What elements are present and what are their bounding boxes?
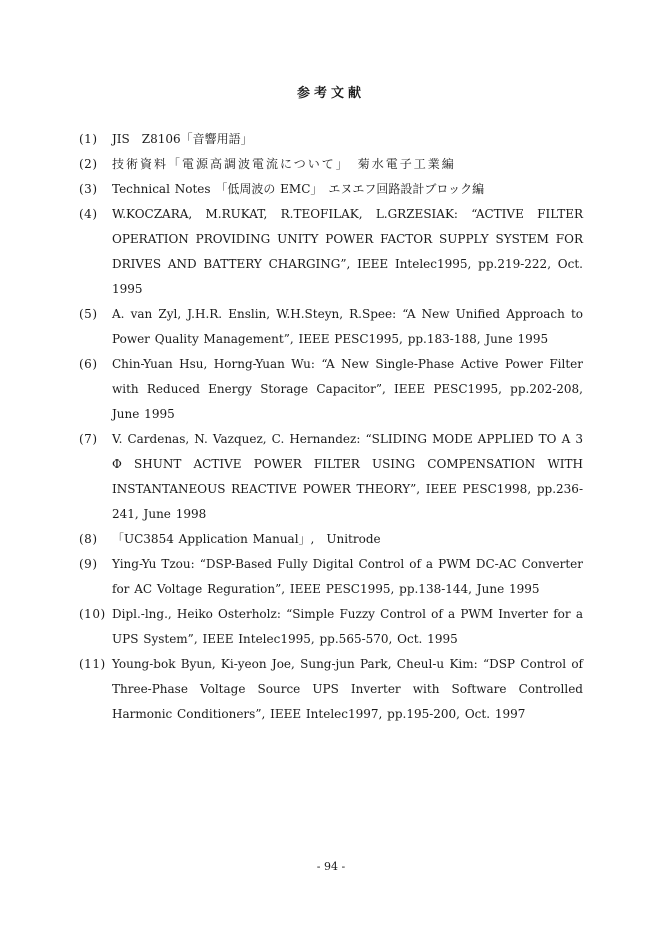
reference-number: (2) [79,157,98,171]
reference-item-1 [0,127,662,152]
reference-item-9 [0,552,662,602]
reference-number: (7) [79,432,98,446]
reference-item-8 [0,527,662,552]
reference-item-7 [0,427,662,527]
reference-text: Ying-Yu Tzou: “DSP-Based Fully Digital Control of a PWM DC-AC Converter for AC Voltage Reguration”, IEEE PESC1995, pp.138-144, June 1995 [112,557,583,596]
reference-number: (11) [79,657,106,671]
reference-item-3 [0,177,662,202]
reference-item-6 [0,352,662,427]
reference-number: (8) [79,532,98,546]
reference-text: Young-bok Byun, Ki-yeon Joe, Sung-jun Park, Cheul-u Kim: “DSP Control of Three-Phase Voltage Source UPS Inverter with Software Controlled Harmonic Conditioners”, IEEE Intelec1997, pp.195-200, Oct. 1997 [112,657,583,721]
reference-text: W.KOCZARA, M.RUKAT, R.TEOFILAK, L.GRZESIAK: “ACTIVE FILTER OPERATION PROVIDING UNITY POWER FACTOR SUPPLY SYSTEM FOR DRIVES AND BATTERY CHARGING”, IEEE Intelec1995, pp.219-222, Oct. 1995 [112,207,583,296]
reference-text: 「UC3854 Application Manual」, Unitrode [112,532,381,546]
reference-number: (10) [79,607,106,621]
reference-text: 技術資料「電源高調波電流について」 菊水電子工業編 [112,157,456,171]
page-number: - 94 - [316,860,346,873]
reference-number: (3) [79,182,98,196]
reference-text: Dipl.-lng., Heiko Osterholz: “Simple Fuzzy Control of a PWM Inverter for a UPS System”, IEEE Intelec1995, pp.565-570, Oct. 1995 [112,607,583,646]
page-title: 参考文献 [296,86,365,101]
reference-number: (1) [79,132,98,146]
reference-text: Technical Notes 「低周波の EMC」 エヌエフ回路設計ブロック編 [112,182,485,196]
reference-item-2 [0,152,662,177]
reference-item-11 [0,652,662,727]
reference-number: (9) [79,557,98,571]
reference-text: A. van Zyl, J.H.R. Enslin, W.H.Steyn, R.Spee: “A New Unified Approach to Power Quality Management”, IEEE PESC1995, pp.183-188, June 1995 [112,307,583,346]
reference-text: JIS Z8106「音響用語」 [112,132,253,146]
reference-number: (4) [79,207,98,221]
reference-item-5 [0,302,662,352]
reference-text: Chin-Yuan Hsu, Horng-Yuan Wu: “A New Single-Phase Active Power Filter with Reduced Energy Storage Capacitor”, IEEE PESC1995, pp.202-208, June 1995 [112,357,583,421]
reference-list [0,127,662,727]
reference-item-4 [0,202,662,302]
reference-text: V. Cardenas, N. Vazquez, C. Hernandez: “SLIDING MODE APPLIED TO A 3 Φ SHUNT ACTIVE POWER FILTER USING COMPENSATION WITH INSTANTANEOUS REACTIVE POWER THEORY”, IEEE PESC1998, pp.236-241, June 1998 [112,432,583,521]
reference-number: (6) [79,357,98,371]
reference-item-10 [0,602,662,652]
reference-number: (5) [79,307,98,321]
